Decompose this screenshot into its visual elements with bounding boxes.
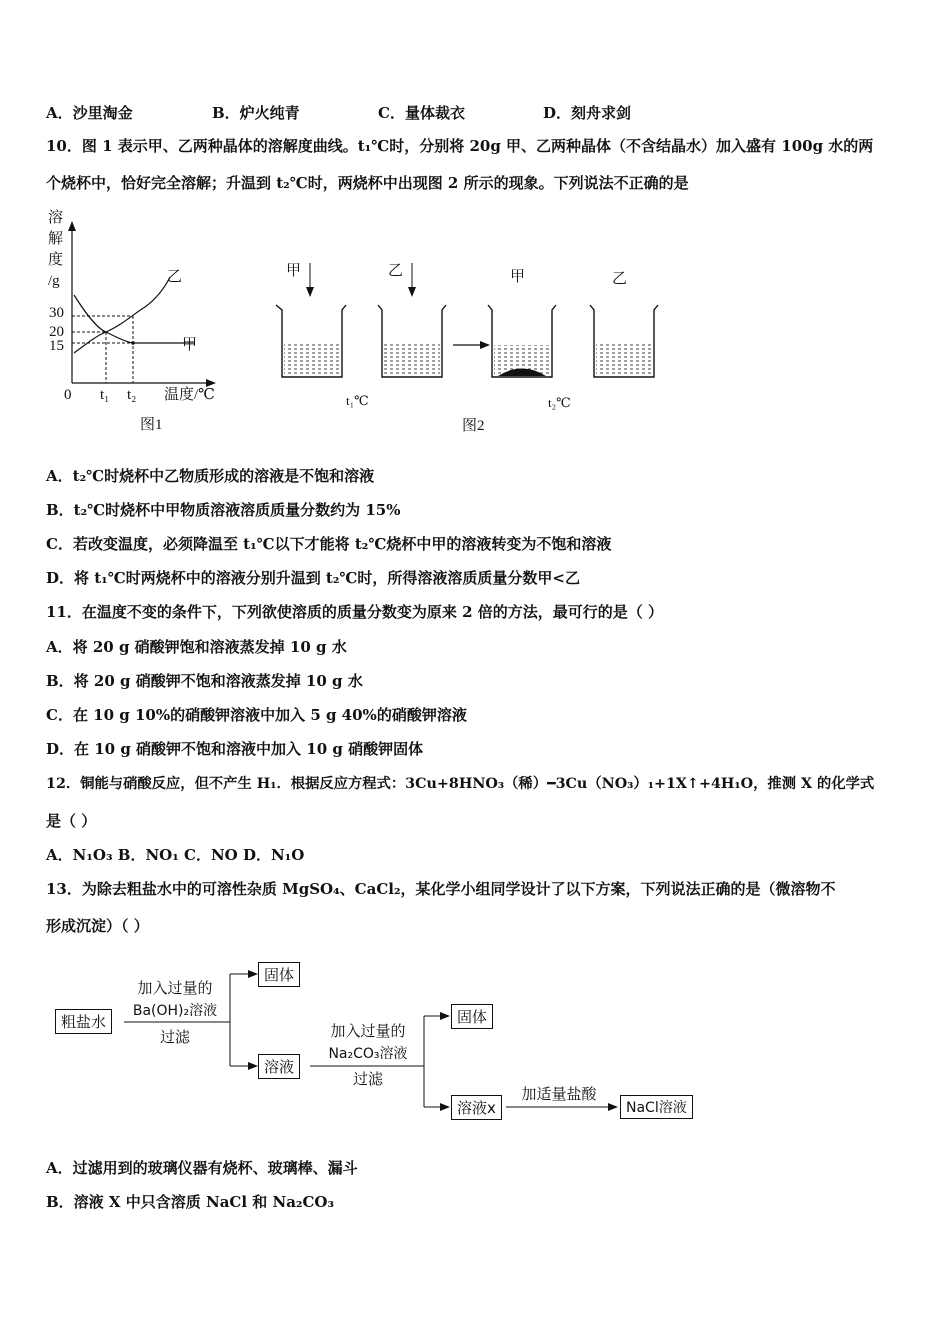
- origin-label: 0: [64, 387, 72, 403]
- flow-step3-label: 加适量盐酸: [521, 1085, 597, 1103]
- beaker3: [488, 305, 556, 377]
- q9-option-d: D．刻舟求剑: [543, 104, 632, 122]
- y-label-1: 溶: [48, 210, 64, 226]
- flow-solid2-box: 固体: [451, 1004, 493, 1029]
- q11-stem: 11．在温度不变的条件下，下列欲使溶质的质量分数变为原来 2 倍的方法，最可行的是（ ）: [46, 603, 663, 621]
- flow-start-box: 粗盐水: [55, 1009, 112, 1034]
- q11-option-c: C．在 10 g 10%的硝酸钾溶液中加入 5 g 40%的硝酸钾溶液: [46, 706, 467, 724]
- t2-point: [131, 341, 135, 345]
- flow-step2-line3: 过滤: [352, 1070, 383, 1088]
- x-axis-label: 温度/℃: [164, 387, 215, 403]
- x-tick-t2: t₂: [127, 387, 137, 403]
- y-label-3: 度: [48, 252, 64, 268]
- q11-option-d: D．在 10 g 硝酸钾不饱和溶液中加入 10 g 硝酸钾固体: [46, 740, 424, 758]
- y-tick-30: 30: [49, 305, 64, 321]
- flow-step2-line2: Na₂CO₃溶液: [328, 1046, 408, 1062]
- beaker2: [378, 305, 446, 377]
- beaker4-label: 乙: [612, 271, 628, 287]
- beaker4: [590, 305, 658, 377]
- curve-yi-label: 乙: [167, 269, 183, 285]
- curve-jia: [74, 295, 195, 343]
- flow-step2-line1: 加入过量的: [330, 1022, 406, 1040]
- flow-solid1-box: 固体: [258, 962, 300, 987]
- q9-option-c: C．量体裁衣: [378, 104, 465, 122]
- q10-figure1-solubility-chart: [40, 205, 240, 440]
- q13-flow-diagram: [0, 950, 950, 1130]
- flow-end-box: NaCl溶液: [620, 1095, 693, 1119]
- beaker1: [276, 305, 346, 377]
- q10-stem-line1: 10．图 1 表示甲、乙两种晶体的溶解度曲线。t₁℃时，分别将 20g 甲、乙两种晶体（不含结晶水）加入盛有 100g 水的两: [46, 137, 874, 155]
- temp-t2-label: t₂℃: [548, 395, 571, 410]
- flow-step1-line1: 加入过量的: [137, 979, 213, 997]
- beaker1-label: 甲: [286, 263, 302, 279]
- flow-liquid2-box: 溶液x: [451, 1095, 502, 1120]
- figure1-caption: 图1: [140, 417, 163, 433]
- q9-option-b: B．炉火纯青: [212, 104, 300, 122]
- flow-step1-line3: 过滤: [159, 1028, 190, 1046]
- q10-option-a: A．t₂℃时烧杯中乙物质形成的溶液是不饱和溶液: [46, 467, 375, 485]
- y-label-4: /g: [48, 273, 60, 289]
- beaker2-label: 乙: [388, 263, 404, 279]
- y-tick-20: 20: [49, 324, 64, 340]
- q13-option-a: A．过滤用到的玻璃仪器有烧杯、玻璃棒、漏斗: [46, 1159, 358, 1177]
- flow-liquid1-box: 溶液: [258, 1054, 300, 1079]
- q11-option-a: A．将 20 g 硝酸钾饱和溶液蒸发掉 10 g 水: [46, 638, 347, 656]
- x-axis-arrow: [206, 379, 216, 387]
- q10-stem-line2: 个烧杯中，恰好完全溶解；升温到 t₂℃时，两烧杯中出现图 2 所示的现象。下列说法不正确的是: [46, 174, 689, 192]
- q10-option-d: D．将 t₁℃时两烧杯中的溶液分别升温到 t₂℃时，所得溶液溶质质量分数甲<乙: [46, 569, 580, 587]
- q11-option-b: B．将 20 g 硝酸钾不饱和溶液蒸发掉 10 g 水: [46, 672, 363, 690]
- temp-t1-label: t₁℃: [346, 393, 369, 408]
- q10-option-b: B．t₂℃时烧杯中甲物质溶液溶质质量分数约为 15%: [46, 501, 401, 519]
- q13-option-b: B．溶液 X 中只含溶质 NaCl 和 Na₂CO₃: [46, 1193, 335, 1211]
- curve-jia-label: 甲: [182, 337, 198, 353]
- flow-step1-line2: Ba(OH)₂溶液: [132, 1003, 218, 1019]
- q9-option-a: A．沙里淘金: [46, 104, 133, 122]
- q10-figure2-beakers: [270, 255, 670, 440]
- x-tick-t1: t₁: [100, 387, 110, 403]
- y-axis-arrow: [68, 221, 76, 231]
- beaker3-label: 甲: [510, 269, 526, 285]
- q10-option-c: C．若改变温度，必须降温至 t₁℃以下才能将 t₂℃烧杯中甲的溶液转变为不饱和溶液: [46, 535, 612, 553]
- figure2-caption: 图2: [462, 418, 485, 434]
- q12-stem-line1: 12．铜能与硝酸反应，但不产生 H₁．根据反应方程式：3Cu+8HNO₃（稀）━3Cu（NO₃）₁+1X↑+4H₁O，推测 X 的化学式: [46, 776, 875, 792]
- q13-stem-line2: 形成沉淀）（ ）: [46, 917, 149, 935]
- q13-stem-line1: 13．为除去粗盐水中的可溶性杂质 MgSO₄、CaCl₂，某化学小组同学设计了以下方案，下列说法正确的是（微溶物不: [46, 880, 836, 898]
- q12-stem-line2: 是（ ）: [46, 812, 97, 830]
- q12-options: A．N₁O₃ B．NO₁ C．NO D．N₁O: [46, 846, 305, 864]
- y-label-2: 解: [48, 231, 64, 247]
- y-tick-15: 15: [49, 338, 64, 354]
